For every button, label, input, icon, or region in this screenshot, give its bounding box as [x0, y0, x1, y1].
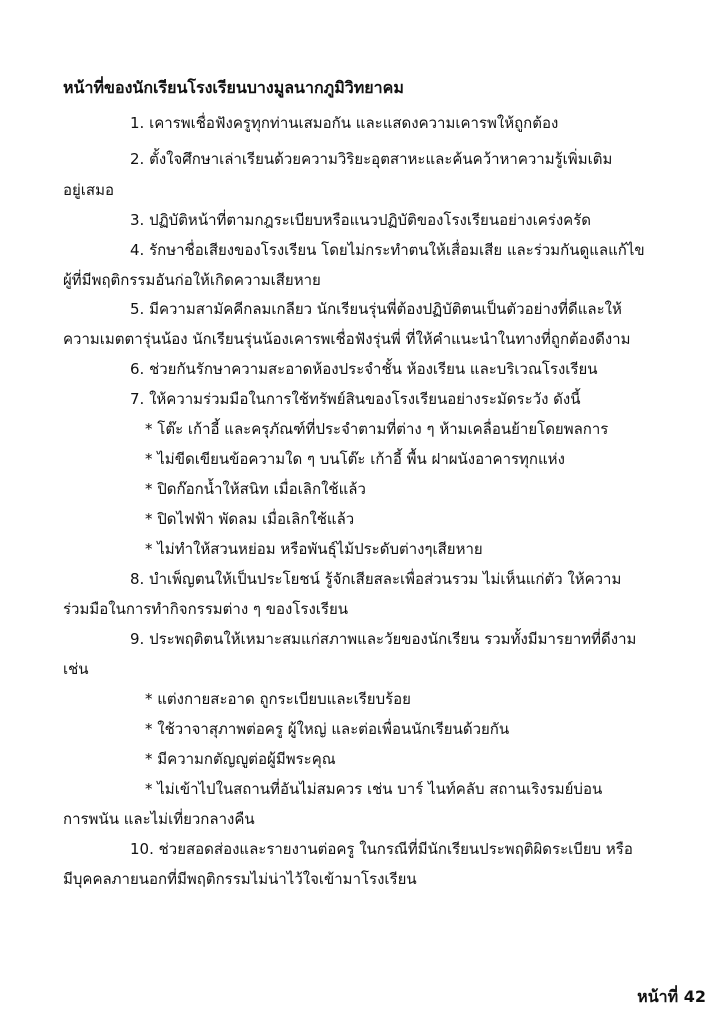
rule-9-bullet-4: * ไม่เข้าไปในสถานที่อันไม่สมควร เช่น บาร์ ไนท์คลับ สถานเริงรมย์บ่อน	[145, 780, 603, 798]
rule-9-bullet-3: * มีความกตัญญูต่อผู้มีพระคุณ	[145, 750, 336, 768]
rule-9-line-1: 9. ประพฤติตนให้เหมาะสมแก่สภาพและวัยของนักเรียน รวมทั้งมีมารยาทที่ดีงาม	[130, 630, 637, 648]
rule-5-line-1: 5. มีความสามัคคีกลมเกลียว นักเรียนรุ่นพี่ต้องปฏิบัติตนเป็นตัวอย่างที่ดีและให้	[130, 300, 622, 318]
document-title: หน้าที่ของนักเรียนโรงเรียนบางมูลนากภูมิวิทยาคม	[63, 78, 404, 97]
page-number: หน้าที่ 42	[637, 987, 706, 1006]
rule-10-line-2: มีบุคคลภายนอกที่มีพฤติกรรมไม่น่าไว้ใจเข้ามาโรงเรียน	[63, 870, 417, 888]
rule-2-line-2: อยู่เสมอ	[63, 181, 114, 199]
rule-9-bullet-1: * แต่งกายสะอาด ถูกระเบียบและเรียบร้อย	[145, 690, 411, 708]
rule-9-bullet-4-cont: การพนัน และไม่เที่ยวกลางคืน	[63, 810, 255, 828]
rule-7-bullet-1: * โต๊ะ เก้าอี้ และครุภัณฑ์ที่ประจำตามที่ต่าง ๆ ห้ามเคลื่อนย้ายโดยพลการ	[145, 420, 609, 438]
rule-7-bullet-5: * ไม่ทำให้สวนหย่อม หรือพันธุ์ไม้ประดับต่างๆเสียหาย	[145, 540, 483, 558]
rule-7-line-1: 7. ให้ความร่วมมือในการใช้ทรัพย์สินของโรงเรียนอย่างระมัดระวัง ดังนี้	[130, 390, 581, 408]
rule-4-line-2: ผู้ที่มีพฤติกรรมอันก่อให้เกิดความเสียหาย	[63, 271, 321, 289]
rule-5-line-2: ความเมตตารุ่นน้อง นักเรียนรุ่นน้องเคารพเชื่อฟังรุ่นพี่ ที่ให้คำแนะนำในทางที่ถูกต้องดีงาม	[63, 330, 631, 348]
rule-6-line-1: 6. ช่วยกันรักษาความสะอาดห้องประจำชั้น ห้องเรียน และบริเวณโรงเรียน	[130, 360, 598, 378]
rule-8-line-1: 8. บำเพ็ญตนให้เป็นประโยชน์ รู้จักเสียสละเพื่อส่วนรวม ไม่เห็นแก่ตัว ให้ความ	[130, 570, 622, 588]
rule-3-line-1: 3. ปฏิบัติหน้าที่ตามกฎระเบียบหรือแนวปฏิบัติของโรงเรียนอย่างเคร่งครัด	[130, 211, 591, 229]
rule-2-line-1: 2. ตั้งใจศึกษาเล่าเรียนด้วยความวิริยะอุตสาหะและค้นคว้าหาความรู้เพิ่มเติม	[130, 150, 613, 168]
rule-9-line-2: เช่น	[63, 660, 89, 678]
rule-10-line-1: 10. ช่วยสอดส่องและรายงานต่อครู ในกรณีที่มีนักเรียนประพฤติผิดระเบียบ หรือ	[130, 840, 633, 858]
rule-7-bullet-4: * ปิดไฟฟ้า พัดลม เมื่อเลิกใช้แล้ว	[145, 510, 355, 528]
rule-7-bullet-3: * ปิดก๊อกน้ำให้สนิท เมื่อเลิกใช้แล้ว	[145, 480, 366, 498]
rule-1-line-1: 1. เคารพเชื่อฟังครูทุกท่านเสมอกัน และแสดงความเคารพให้ถูกต้อง	[130, 114, 559, 132]
rule-4-line-1: 4. รักษาชื่อเสียงของโรงเรียน โดยไม่กระทำตนให้เสื่อมเสีย และร่วมกันดูแลแก้ไข	[130, 241, 645, 259]
rule-8-line-2: ร่วมมือในการทำกิจกรรมต่าง ๆ ของโรงเรียน	[63, 600, 348, 618]
rule-9-bullet-2: * ใช้วาจาสุภาพต่อครู ผู้ใหญ่ และต่อเพื่อนนักเรียนด้วยกัน	[145, 720, 510, 738]
rule-7-bullet-2: * ไม่ขีดเขียนข้อความใด ๆ บนโต๊ะ เก้าอี้ พื้น ฝาผนังอาคารทุกแห่ง	[145, 450, 565, 468]
